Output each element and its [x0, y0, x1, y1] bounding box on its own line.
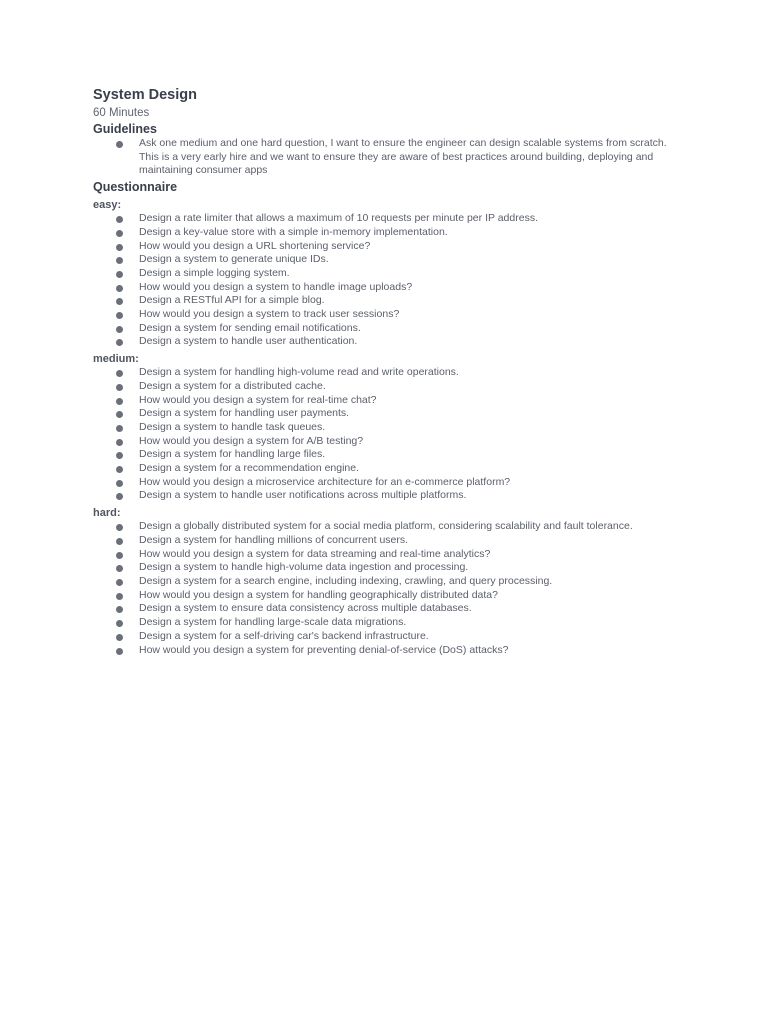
document-page — [93, 86, 683, 657]
bullet-icon — [116, 312, 123, 319]
list-item — [93, 534, 683, 548]
bullet-icon — [116, 480, 123, 487]
list-item-text: How would you design a system for preventing denial-of-service (DoS) attacks? — [139, 643, 509, 656]
list-item-text: Design a system to generate unique IDs. — [139, 253, 329, 266]
bullet-icon — [116, 398, 123, 405]
list-item — [93, 380, 683, 394]
hard-heading: hard: — [93, 507, 121, 520]
list-item-text: How would you design a system for data streaming and real-time analytics? — [139, 547, 491, 560]
list-item-text: Design a system for a self-driving car's backend infrastructure. — [139, 629, 429, 642]
list-item-text: Design a system for handling large files. — [139, 448, 326, 461]
bullet-icon — [116, 466, 123, 473]
bullet-icon — [116, 439, 123, 446]
list-item — [93, 462, 683, 476]
list-item-text: Design a key-value store with a simple in-memory implementation. — [139, 225, 448, 238]
list-item — [93, 366, 683, 380]
list-item — [93, 448, 683, 462]
bullet-icon — [116, 538, 123, 545]
questionnaire-heading: Questionnaire — [93, 180, 178, 195]
list-item — [93, 548, 683, 562]
list-item — [93, 575, 683, 589]
list-item-text: Design a system to handle task queues. — [139, 420, 326, 433]
list-item-text: Design a system for sending email notifications. — [139, 321, 361, 334]
bullet-icon — [116, 257, 123, 264]
bullet-icon — [116, 384, 123, 391]
easy-question-list — [93, 212, 683, 349]
bullet-icon — [116, 411, 123, 418]
medium-heading: medium: — [93, 353, 139, 366]
list-item-text: Design a system for handling high-volume read and write operations. — [139, 366, 459, 379]
bullet-icon — [116, 579, 123, 586]
bullet-icon — [116, 493, 123, 500]
bullet-icon — [116, 524, 123, 531]
hard-question-list — [93, 520, 683, 657]
list-item-text: Design a system for handling large-scale data migrations. — [139, 616, 407, 629]
list-item — [93, 322, 683, 336]
list-item — [93, 644, 683, 658]
list-item-text: How would you design a system to handle image uploads? — [139, 280, 413, 293]
page-title: System Design — [93, 87, 197, 103]
list-item — [93, 281, 683, 295]
list-item-text: Design a system to handle user notifications across multiple platforms. — [139, 489, 467, 502]
list-item-text: Design a system for handling user payments. — [139, 407, 350, 420]
bullet-icon — [116, 552, 123, 559]
list-item-text: How would you design a system for handling geographically distributed data? — [139, 588, 498, 601]
list-item-text: How would you design a microservice architecture for an e-commerce platform? — [139, 475, 511, 488]
list-item-text: Design a simple logging system. — [139, 266, 290, 279]
list-item-text: Ask one medium and one hard question, I want to ensure the engineer can design scalable systems from scratch. This is a very early hire and we want to ensure they are aware of best practices around building, deploying and maintaining consumer apps — [139, 137, 667, 177]
list-item-text: How would you design a URL shortening service? — [139, 239, 371, 252]
bullet-icon — [116, 425, 123, 432]
list-item-text: How would you design a system for real-time chat? — [139, 393, 377, 406]
bullet-icon — [116, 216, 123, 223]
list-item-text: Design a system to handle user authentication. — [139, 335, 358, 348]
bullet-icon — [116, 230, 123, 237]
bullet-icon — [116, 606, 123, 613]
list-item — [93, 616, 683, 630]
list-item — [93, 212, 683, 226]
list-item-text: Design a rate limiter that allows a maximum of 10 requests per minute per IP address. — [139, 212, 538, 225]
bullet-icon — [116, 271, 123, 278]
bullet-icon — [116, 141, 123, 148]
bullet-icon — [116, 244, 123, 251]
medium-question-list — [93, 366, 683, 503]
list-item — [93, 394, 683, 408]
bullet-icon — [116, 593, 123, 600]
list-item-text: How would you design a system for A/B testing? — [139, 434, 364, 447]
list-item — [93, 561, 683, 575]
bullet-icon — [116, 285, 123, 292]
bullet-icon — [116, 326, 123, 333]
list-item — [93, 407, 683, 421]
list-item-text: Design a system for a recommendation engine. — [139, 462, 360, 475]
duration-text: 60 Minutes — [93, 107, 150, 119]
list-item — [93, 308, 683, 322]
list-item — [93, 630, 683, 644]
list-item — [93, 476, 683, 490]
list-item — [93, 589, 683, 603]
bullet-icon — [116, 620, 123, 627]
list-item-text: Design a system to ensure data consistency across multiple databases. — [139, 602, 472, 615]
list-item-text: Design a system for handling millions of concurrent users. — [139, 533, 409, 546]
bullet-icon — [116, 370, 123, 377]
bullet-icon — [116, 298, 123, 305]
bullet-icon — [116, 339, 123, 346]
list-item-text: Design a RESTful API for a simple blog. — [139, 294, 325, 307]
list-item-text: How would you design a system to track user sessions? — [139, 308, 400, 321]
bullet-icon — [116, 565, 123, 572]
list-item — [93, 520, 683, 534]
list-item — [93, 602, 683, 616]
easy-heading: easy: — [93, 199, 122, 212]
list-item — [93, 240, 683, 254]
list-item — [93, 226, 683, 240]
list-item-text: Design a system to handle high-volume data ingestion and processing. — [139, 561, 469, 574]
bullet-icon — [116, 634, 123, 641]
list-item — [93, 137, 683, 178]
list-item — [93, 294, 683, 308]
list-item — [93, 489, 683, 503]
list-item-text: Design a system for a distributed cache. — [139, 379, 326, 392]
list-item — [93, 253, 683, 267]
list-item — [93, 335, 683, 349]
list-item-text: Design a system for a search engine, including indexing, crawling, and query processing. — [139, 574, 553, 587]
list-item-text: Design a globally distributed system for a social media platform, considering scalability and fault tolerance. — [139, 520, 633, 533]
list-item — [93, 267, 683, 281]
list-item — [93, 421, 683, 435]
guidelines-heading: Guidelines — [93, 122, 157, 136]
guidelines-list — [93, 137, 683, 178]
bullet-icon — [116, 648, 123, 655]
bullet-icon — [116, 452, 123, 459]
list-item — [93, 435, 683, 449]
